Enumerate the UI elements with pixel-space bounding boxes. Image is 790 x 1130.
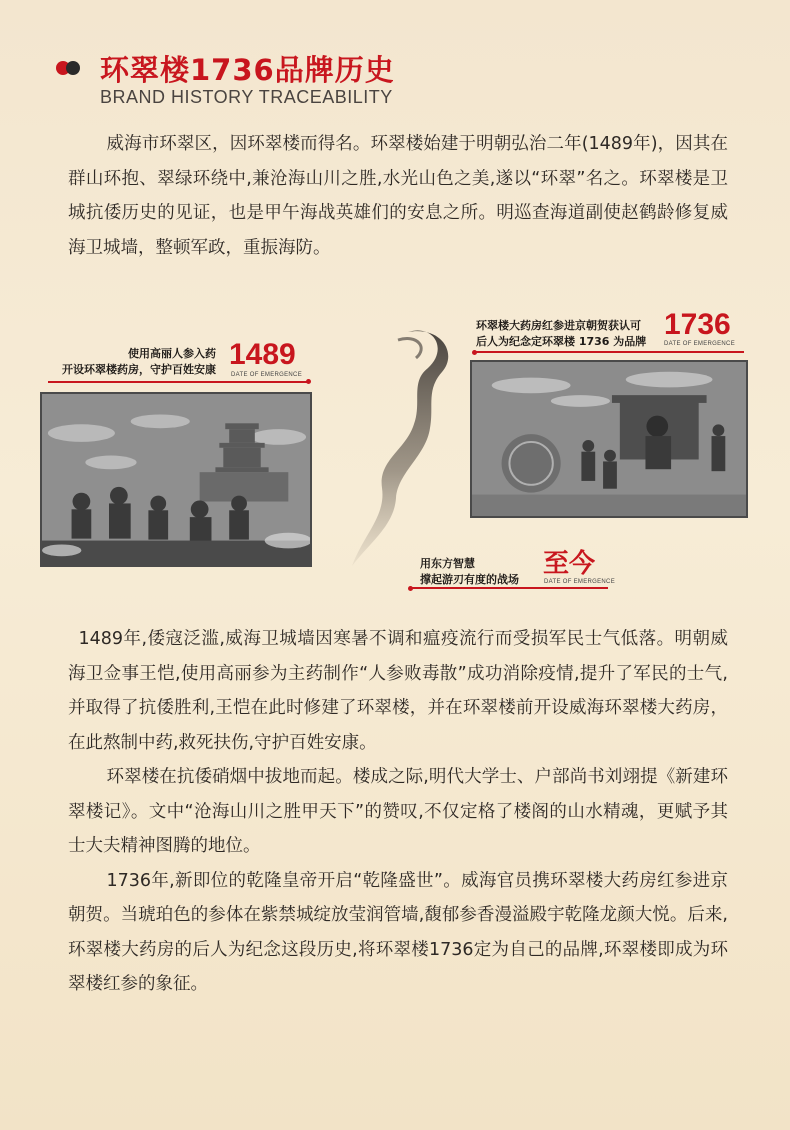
milestone-1489-date-label: DATE OF EMERGENCE bbox=[231, 372, 302, 378]
milestone-1736-underline bbox=[476, 351, 744, 353]
milestone-now-line1: 用东方智慧 bbox=[420, 557, 475, 570]
milestone-1736-line1: 环翠楼大药房红参进京朝贺获认可 bbox=[476, 319, 641, 332]
milestone-1489-year: 1489 bbox=[229, 338, 296, 371]
milestone-1489-underline bbox=[48, 381, 308, 383]
body-paragraph-3: 1736年,新即位的乾隆皇帝开启“乾隆盛世”。威海官员携环翠楼大药房红参进京朝贺。当琥珀色的参体在紫禁城绽放莹润管墙,馥郁参香漫溢殿宇乾隆龙颜大悦。后来,环翠楼大药房的后人为纪念这段历史,将环翠楼1736定为自己的品牌,环翠楼即成为环翠楼红参的象征。 bbox=[68, 870, 728, 994]
ink-brush-stroke-decoration bbox=[330, 320, 470, 580]
body-paragraph-2: 环翠楼在抗倭硝烟中拔地而起。楼成之际,明代大学士、户部尚书刘翊提《新建环翠楼记》。文中“沧海山川之胜甲天下”的赞叹,不仅定格了楼阁的山水精魂，更赋予其士大夫精神图腾的地位。 bbox=[68, 767, 728, 856]
milestone-now-date-label: DATE OF EMERGENCE bbox=[544, 579, 615, 585]
milestone-1489-line1: 使用高丽人参入药 bbox=[128, 347, 216, 360]
milestone-1489-dot bbox=[306, 379, 311, 384]
dark-dot-icon bbox=[66, 61, 80, 75]
milestone-1736-date-label: DATE OF EMERGENCE bbox=[664, 341, 735, 347]
title-bullet-icon bbox=[56, 60, 82, 76]
body-paragraph-1: 1489年,倭寇泛滥,威海卫城墙因寒暑不调和瘟疫流行而受损军民士气低落。明朝威海卫佥事王恺,使用高丽参为主药制作“人参败毒散”成功消除疫情,提升了军民的士气,并取得了抗倭胜利,王恺在此时修建了环翠楼，并在环翠楼前开设威海环翠楼大药房，在此熬制中药,救死扶伤,守护百姓安康。 bbox=[68, 629, 728, 753]
milestone-now-underline bbox=[412, 587, 608, 589]
milestone-now-line2: 撑起游刃有度的战场 bbox=[420, 573, 519, 586]
intro-text: 威海市环翠区，因环翠楼而得名。环翠楼始建于明朝弘治二年(1489年)，因其在群山环抱、翠绿环绕中,兼沧海山川之胜,水光山色之美,遂以“环翠”名之。环翠楼是卫城抗倭历史的见证，也是甲午海战英雄们的安息之所。明巡查海道副使赵鹤龄修复威海卫城墙，整顿军政，重振海防。 bbox=[68, 134, 728, 258]
milestone-1489-caption bbox=[40, 346, 216, 378]
milestone-now-year: 至今 bbox=[543, 548, 596, 578]
milestone-1489-line2: 开设环翠楼药房，守护百姓安康 bbox=[62, 363, 216, 376]
page-subtitle: BRAND HISTORY TRACEABILITY bbox=[100, 87, 393, 107]
intro-paragraph bbox=[68, 127, 728, 265]
body-text bbox=[68, 622, 728, 1002]
scene-1736-illustration bbox=[470, 360, 748, 518]
milestone-now-caption bbox=[420, 556, 532, 588]
page-title: 环翠楼1736品牌历史 bbox=[100, 53, 395, 87]
milestone-1736-year: 1736 bbox=[664, 308, 731, 341]
milestone-1736-caption bbox=[476, 318, 654, 350]
scene-1489-illustration bbox=[40, 392, 312, 567]
milestone-1736-line2: 后人为纪念定环翠楼 1736 为品牌 bbox=[476, 335, 647, 348]
